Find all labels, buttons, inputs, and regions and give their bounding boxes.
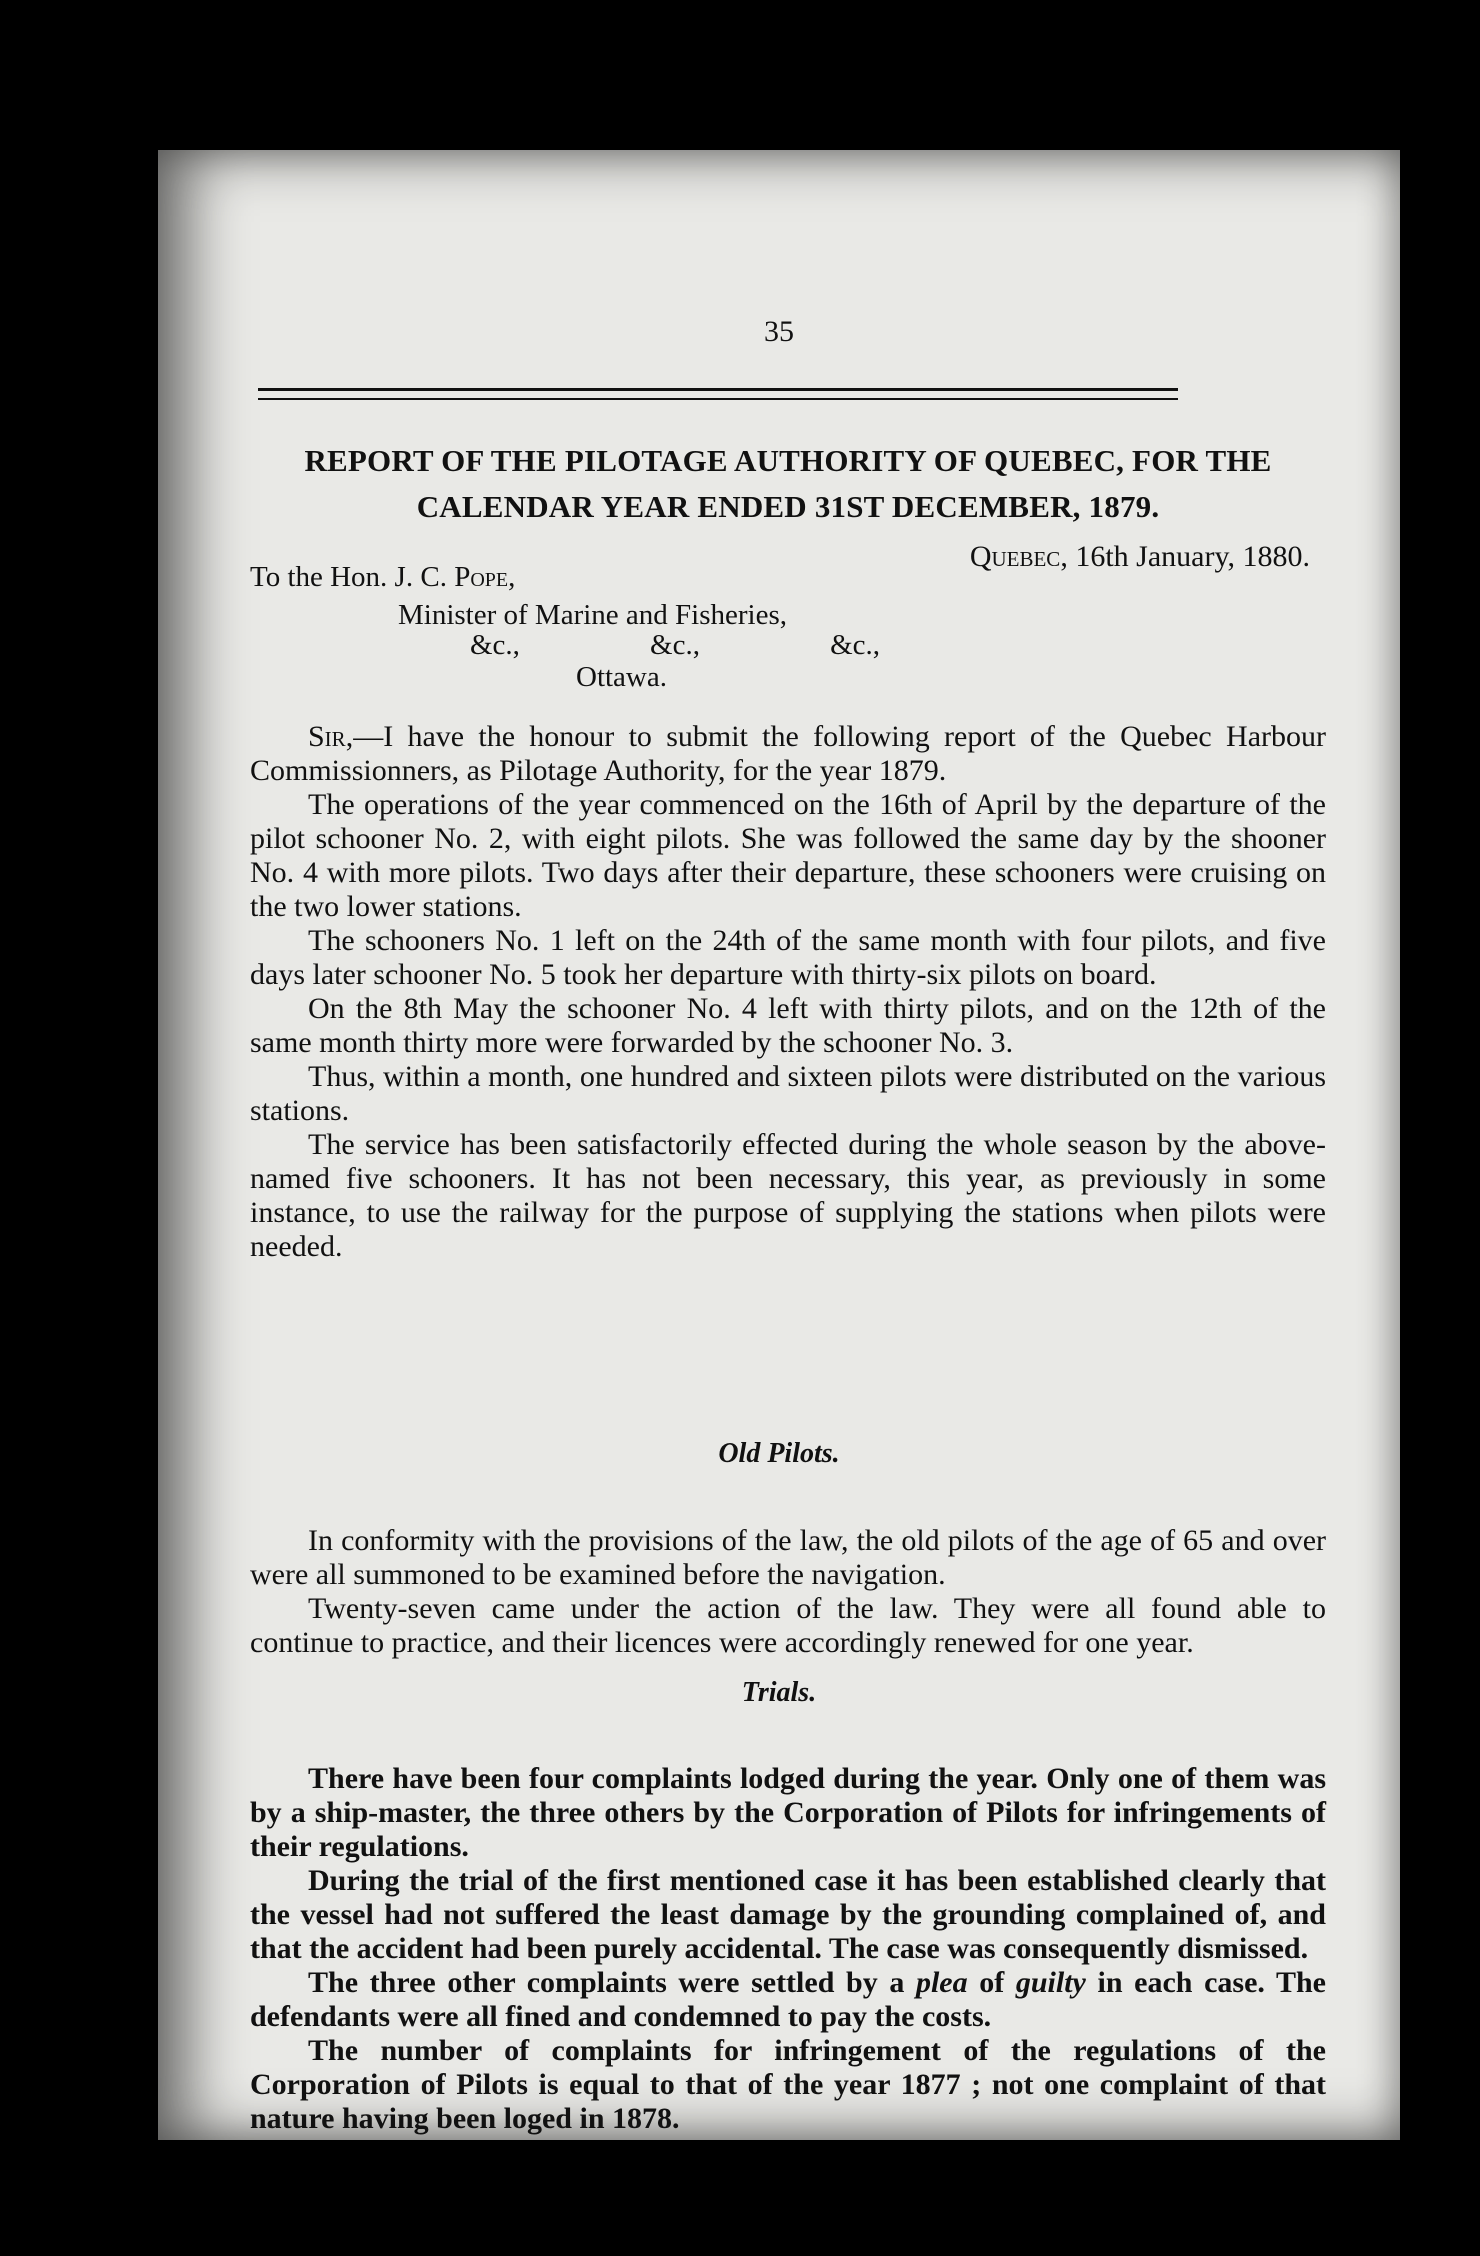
address-to-prefix: To the Hon. J. C. bbox=[250, 561, 447, 593]
paragraph-complaints: There have been four complaints lodged during the year. Only one of them was by a ship-master, the three others by the Corporation of Pilots for infringements of their regulations. bbox=[250, 1762, 1326, 1863]
dateline-date: , 16th January, 1880. bbox=[1060, 540, 1310, 573]
paragraph-schooners: The schooners No. 1 left on the 24th of the same month with four pilots, and five days later schooner No. 5 took her departure with thirty-six pilots on board. bbox=[250, 924, 1326, 991]
trials-section bbox=[250, 1762, 1326, 2136]
paragraph-guilty-pleas bbox=[250, 1966, 1326, 2034]
report-title: REPORT OF THE PILOTAGE AUTHORITY OF QUEBEC, FOR THE CALENDAR YEAR ENDED 31ST DECEMBER, 1879. bbox=[304, 443, 1272, 524]
guilty-text-a: The three other complaints were settled by a bbox=[308, 1966, 916, 1999]
paragraph-first-case: During the trial of the first mentioned case it has been established clearly that the vessel had not suffered the least damage by the grounding complained of, and that the accident had been purely accidental. The case was consequently dismissed. bbox=[250, 1864, 1326, 1965]
address-city: Ottawa. bbox=[576, 661, 667, 693]
guilty-text-c: in each case. The defendants were all fined and condemned to pay the costs. bbox=[250, 1966, 1326, 2033]
paragraph-number-of-complaints: The number of complaints for infringement of the regulations of the Corporation of Pilots is equal to that of the year 1877 ; not one complaint of that nature having been loged in 1878. bbox=[250, 2034, 1326, 2135]
plea-word: plea bbox=[915, 1966, 968, 1999]
document-page bbox=[158, 150, 1400, 2140]
address-etc-3: &c., bbox=[830, 629, 880, 661]
header-rule bbox=[258, 388, 1178, 391]
paragraph-may: On the 8th May the schooner No. 4 left with thirty pilots, and on the 12th of the same month thirty more were forwarded by the schooner No. 3. bbox=[250, 992, 1326, 1059]
paragraph-old-pilots-law: In conformity with the provisions of the law, the old pilots of the age of 65 and over were all summoned to be examined before the navigation. bbox=[250, 1524, 1326, 1591]
dateline bbox=[970, 540, 1310, 574]
paragraph-old-pilots-renewed: Twenty-seven came under the action of the law. They were all found able to continue to practice, and their licences were accordingly renewed for one year. bbox=[250, 1592, 1326, 1659]
guilty-word: guilty bbox=[1015, 1966, 1086, 1999]
address-recipient bbox=[250, 560, 515, 594]
paragraph-intro-text: ,—I have the honour to submit the following report of the Quebec Harbour Commissionners, as Pilotage Authority, for the year 1879. bbox=[250, 720, 1326, 787]
salutation: Sir bbox=[308, 720, 346, 753]
page-number: 35 bbox=[764, 315, 794, 348]
address-minister: Minister of Marine and Fisheries, bbox=[398, 599, 788, 631]
old-pilots-section bbox=[250, 1524, 1326, 1660]
dateline-place: Quebec bbox=[969, 540, 1061, 573]
address-etc bbox=[470, 628, 880, 662]
heading-trials: Trials. bbox=[741, 1677, 817, 1708]
heading-old-pilots: Old Pilots. bbox=[718, 1438, 840, 1469]
address-etc-1: &c., bbox=[470, 629, 520, 661]
paragraph-intro bbox=[250, 720, 1326, 788]
address-to-suffix: , bbox=[508, 561, 516, 593]
paragraph-operations: The operations of the year commenced on the 16th of April by the departure of the pilot schooner No. 2, with eight pilots. She was followed the same day by the shooner No. 4 with more pilots. Two days after their departure, these schooners were cruising on the two lower stations. bbox=[250, 788, 1326, 923]
paragraph-service: The service has been satisfactorily effected during the whole season by the above-named five schooners. It has not been necessary, this year, as previously in some instance, to use the railway for the purpose of supplying the stations when pilots were needed. bbox=[250, 1128, 1326, 1263]
address-etc-2: &c., bbox=[650, 629, 700, 661]
report-body bbox=[250, 720, 1326, 1264]
paragraph-distribution: Thus, within a month, one hundred and sixteen pilots were distributed on the various stations. bbox=[250, 1060, 1326, 1127]
header-rule-thin bbox=[258, 398, 1178, 400]
guilty-text-b: of bbox=[967, 1966, 1016, 1999]
address-to-name: Pope bbox=[454, 561, 509, 593]
